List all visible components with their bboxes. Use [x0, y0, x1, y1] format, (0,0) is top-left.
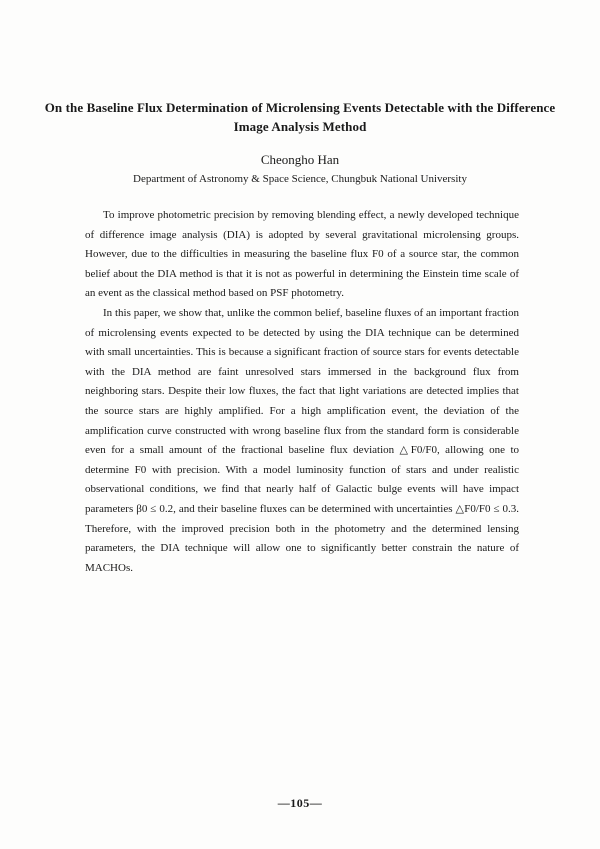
abstract-body: [85, 206, 519, 578]
page-number: —105—: [277, 796, 323, 810]
abstract-paragraph: In this paper, we show that, unlike the common belief, baseline fluxes of an important fraction of microlensing events expected to be detected by using the DIA technique can be determined with small uncertainties. This is because a significant fraction of source stars for events detectable with the DIA method are faint unresolved stars immersed in the background flux from neighboring stars. Despite their low fluxes, the fact that light variations are detected implies that the source stars are highly amplified. For a high amplification event, the deviation of the amplification curve constructed with wrong baseline flux from the standard form is considerable even for a small amount of the fractional baseline flux deviation △F0/F0, allowing one to determine F0 with precision. With a model luminosity function of stars and under realistic observational conditions, we find that nearly half of Galactic bulge events will have impact parameters β0 ≤ 0.2, and their baseline fluxes can be determined with uncertainties △F0/F0 ≤ 0.3. Therefore, with the improved precision both in the photometry and the determined lensing parameters, the DIA technique will allow one to significantly better constrain the nature of MACHOs.: [85, 306, 519, 574]
author-name: Cheongho Han: [260, 152, 340, 167]
paper-title: On the Baseline Flux Determination of Microlensing Events Detectable with the Difference Image Analysis Method: [44, 100, 556, 134]
abstract-paragraph: To improve photometric precision by removing blending effect, a newly developed technique of difference image analysis (DIA) is adopted by several gravitational microlensing groups. However, due to the difficulties in measuring the baseline flux F0 of a source star, the common belief about the DIA method is that it is not as powerful in determining the Einstein time scale of an event as the classical method based on PSF photometry.: [85, 209, 519, 300]
author-affiliation: Department of Astronomy & Space Science, Chungbuk National University: [133, 173, 467, 185]
